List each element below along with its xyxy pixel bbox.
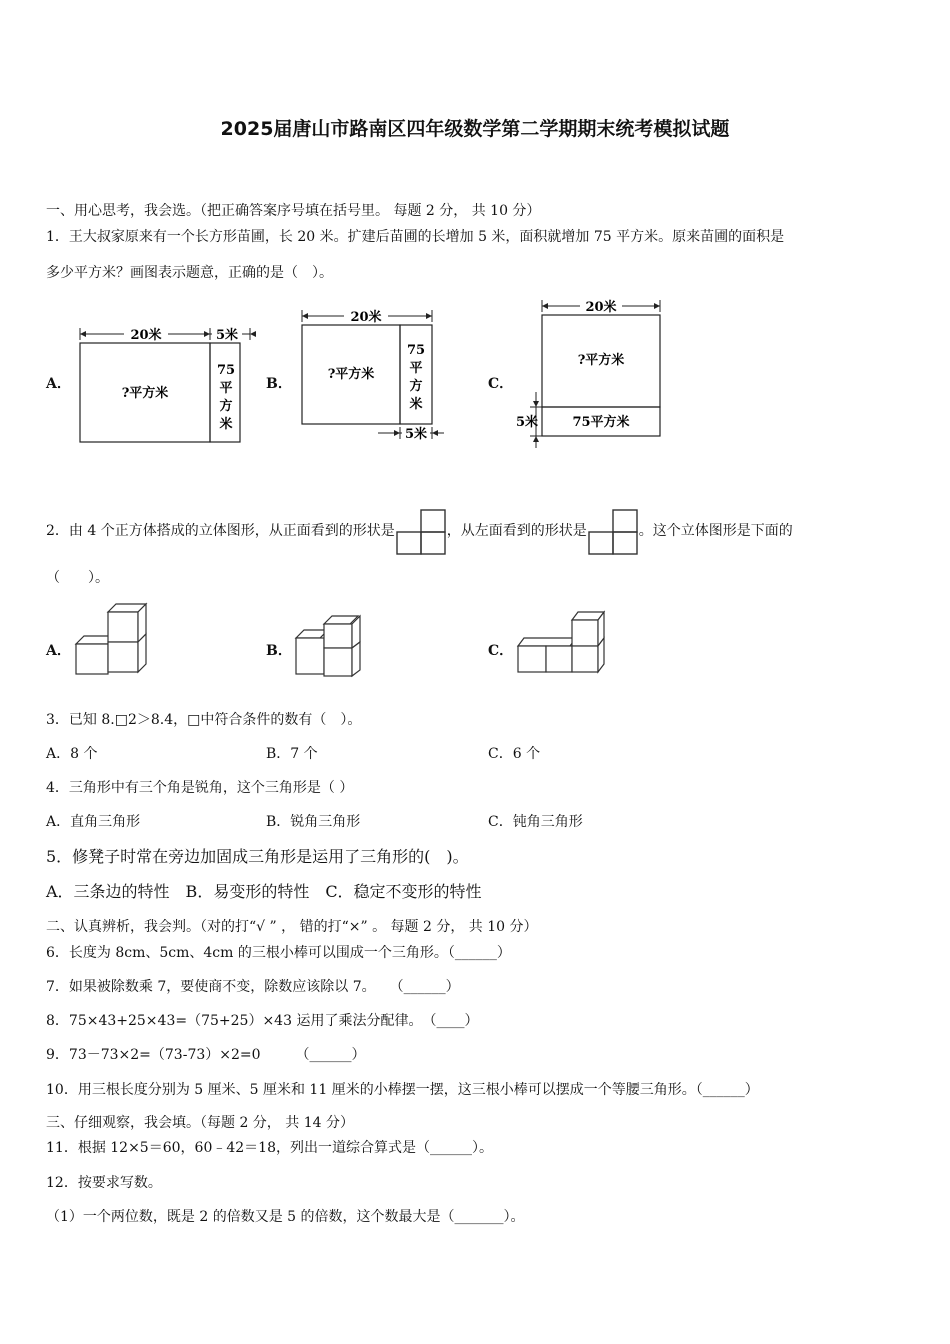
question-2-line-2: （ ）。 <box>46 570 109 586</box>
section-2-header: 二、认真辨析，我会判。（对的打“√ ” ， 错的打“×” 。 每题 2 分， 共 10 分） <box>46 919 538 935</box>
svg-text:平: 平 <box>409 361 423 376</box>
question-4-stem: 4．三角形中有三个角是锐角，这个三角形是（ ） <box>46 780 354 796</box>
q2-option-c-label: C． <box>488 643 514 659</box>
q3-option-b: B．7 个 <box>266 746 318 762</box>
fig-c-extension-label: 5米 <box>516 415 539 430</box>
fig-c-increase-label: 75平方米 <box>572 415 630 430</box>
q2-cube-figure-b <box>292 612 364 682</box>
question-12-part-1: （1）一个两位数，既是 2 的倍数又是 5 的倍数，这个数最大是（_______）。 <box>46 1209 525 1225</box>
q1-option-c-label: C． <box>488 376 514 392</box>
question-8: 8．75×43+25×43=（75+25）×43 运用了乘法分配律。 （____） <box>46 1013 479 1029</box>
svg-text:75: 75 <box>216 363 236 378</box>
question-11: 11．根据 12×5＝60，60﹣42＝18，列出一道综合算式是（______）。 <box>46 1140 493 1156</box>
page-title: 2025届唐山市路南区四年级数学第二学期期末统考模拟试题 <box>220 118 730 140</box>
q2-option-a-label: A． <box>46 643 71 659</box>
question-5-options: A．三条边的特性 B．易变形的特性 C．稳定不变形的特性 <box>46 882 482 901</box>
fig-a-length-label: 20米 <box>130 328 162 343</box>
q1-figure-a <box>76 322 264 446</box>
question-1-line-2: 多少平方米？画图表示题意，正确的是（ ）。 <box>46 265 333 281</box>
q3-option-c: C．6 个 <box>488 746 541 762</box>
question-9: 9．73－73×2=（73-73）×2=0 （______） <box>46 1047 366 1063</box>
question-12: 12．按要求写数。 <box>46 1175 162 1191</box>
question-6: 6．长度为 8cm、5cm、4cm 的三根小棒可以围成一个三角形。（______） <box>46 945 511 961</box>
section-3-header: 三、仔细观察，我会填。（每题 2 分， 共 14 分） <box>46 1115 354 1131</box>
q4-option-a: A．直角三角形 <box>46 814 141 830</box>
svg-text:方: 方 <box>409 379 423 394</box>
svg-text:米: 米 <box>409 397 423 412</box>
question-3-stem: 3．已知 8.□2＞8.4，□中符合条件的数有（ ）。 <box>46 712 362 728</box>
fig-b-area-label: ?平方米 <box>327 367 375 382</box>
svg-text:方: 方 <box>219 399 233 414</box>
question-7: 7．如果被除数乘 7，要使商不变，除数应该除以 7。 （______） <box>46 979 460 995</box>
q4-option-c: C．钝角三角形 <box>488 814 583 830</box>
question-5-stem: 5．修凳子时常在旁边加固成三角形是运用了三角形的( )。 <box>46 847 469 866</box>
q3-option-a: A．8 个 <box>46 746 98 762</box>
q1-option-b-label: B． <box>266 376 292 392</box>
fig-b-extension-label: 5米 <box>404 427 428 442</box>
q1-figure-c <box>512 296 672 452</box>
q1-option-a-label: A． <box>46 376 71 392</box>
fig-c-area-label: ?平方米 <box>577 353 625 368</box>
svg-text:米: 米 <box>219 417 233 432</box>
left-view-shape <box>587 506 639 556</box>
fig-a-extension-label: 5米 <box>215 328 239 343</box>
question-2-line-1: 2．由 4 个正方体搭成的立体图形，从正面看到的形状是 ，从左面看到的形状是 。这个立体图形是下面的 <box>46 506 793 556</box>
question-10: 10．用三根长度分别为 5 厘米、5 厘米和 11 厘米的小棒摆一摆，这三根小棒可以摆成一个等腰三角形。（______） <box>46 1082 759 1098</box>
q2-option-b-label: B． <box>266 643 292 659</box>
q2-cube-figure-c <box>514 608 610 678</box>
fig-a-area-label: ?平方米 <box>121 386 169 401</box>
q4-option-b: B．锐角三角形 <box>266 814 361 830</box>
section-1-header: 一、用心思考，我会选。（把正确答案序号填在括号里。 每题 2 分， 共 10 分） <box>46 203 541 219</box>
fig-c-length-label: 20米 <box>585 300 617 315</box>
svg-text:75: 75 <box>406 343 426 358</box>
q2-cube-figure-a <box>72 600 152 680</box>
front-view-shape <box>395 506 447 556</box>
svg-text:平: 平 <box>219 381 233 396</box>
q1-figure-b <box>298 306 448 446</box>
question-1-line-1: 1．王大叔家原来有一个长方形苗圃，长 20 米。扩建后苗圃的长增加 5 米，面积就增加 75 平方米。原来苗圃的面积是 <box>46 229 785 245</box>
fig-b-length-label: 20米 <box>350 310 382 325</box>
